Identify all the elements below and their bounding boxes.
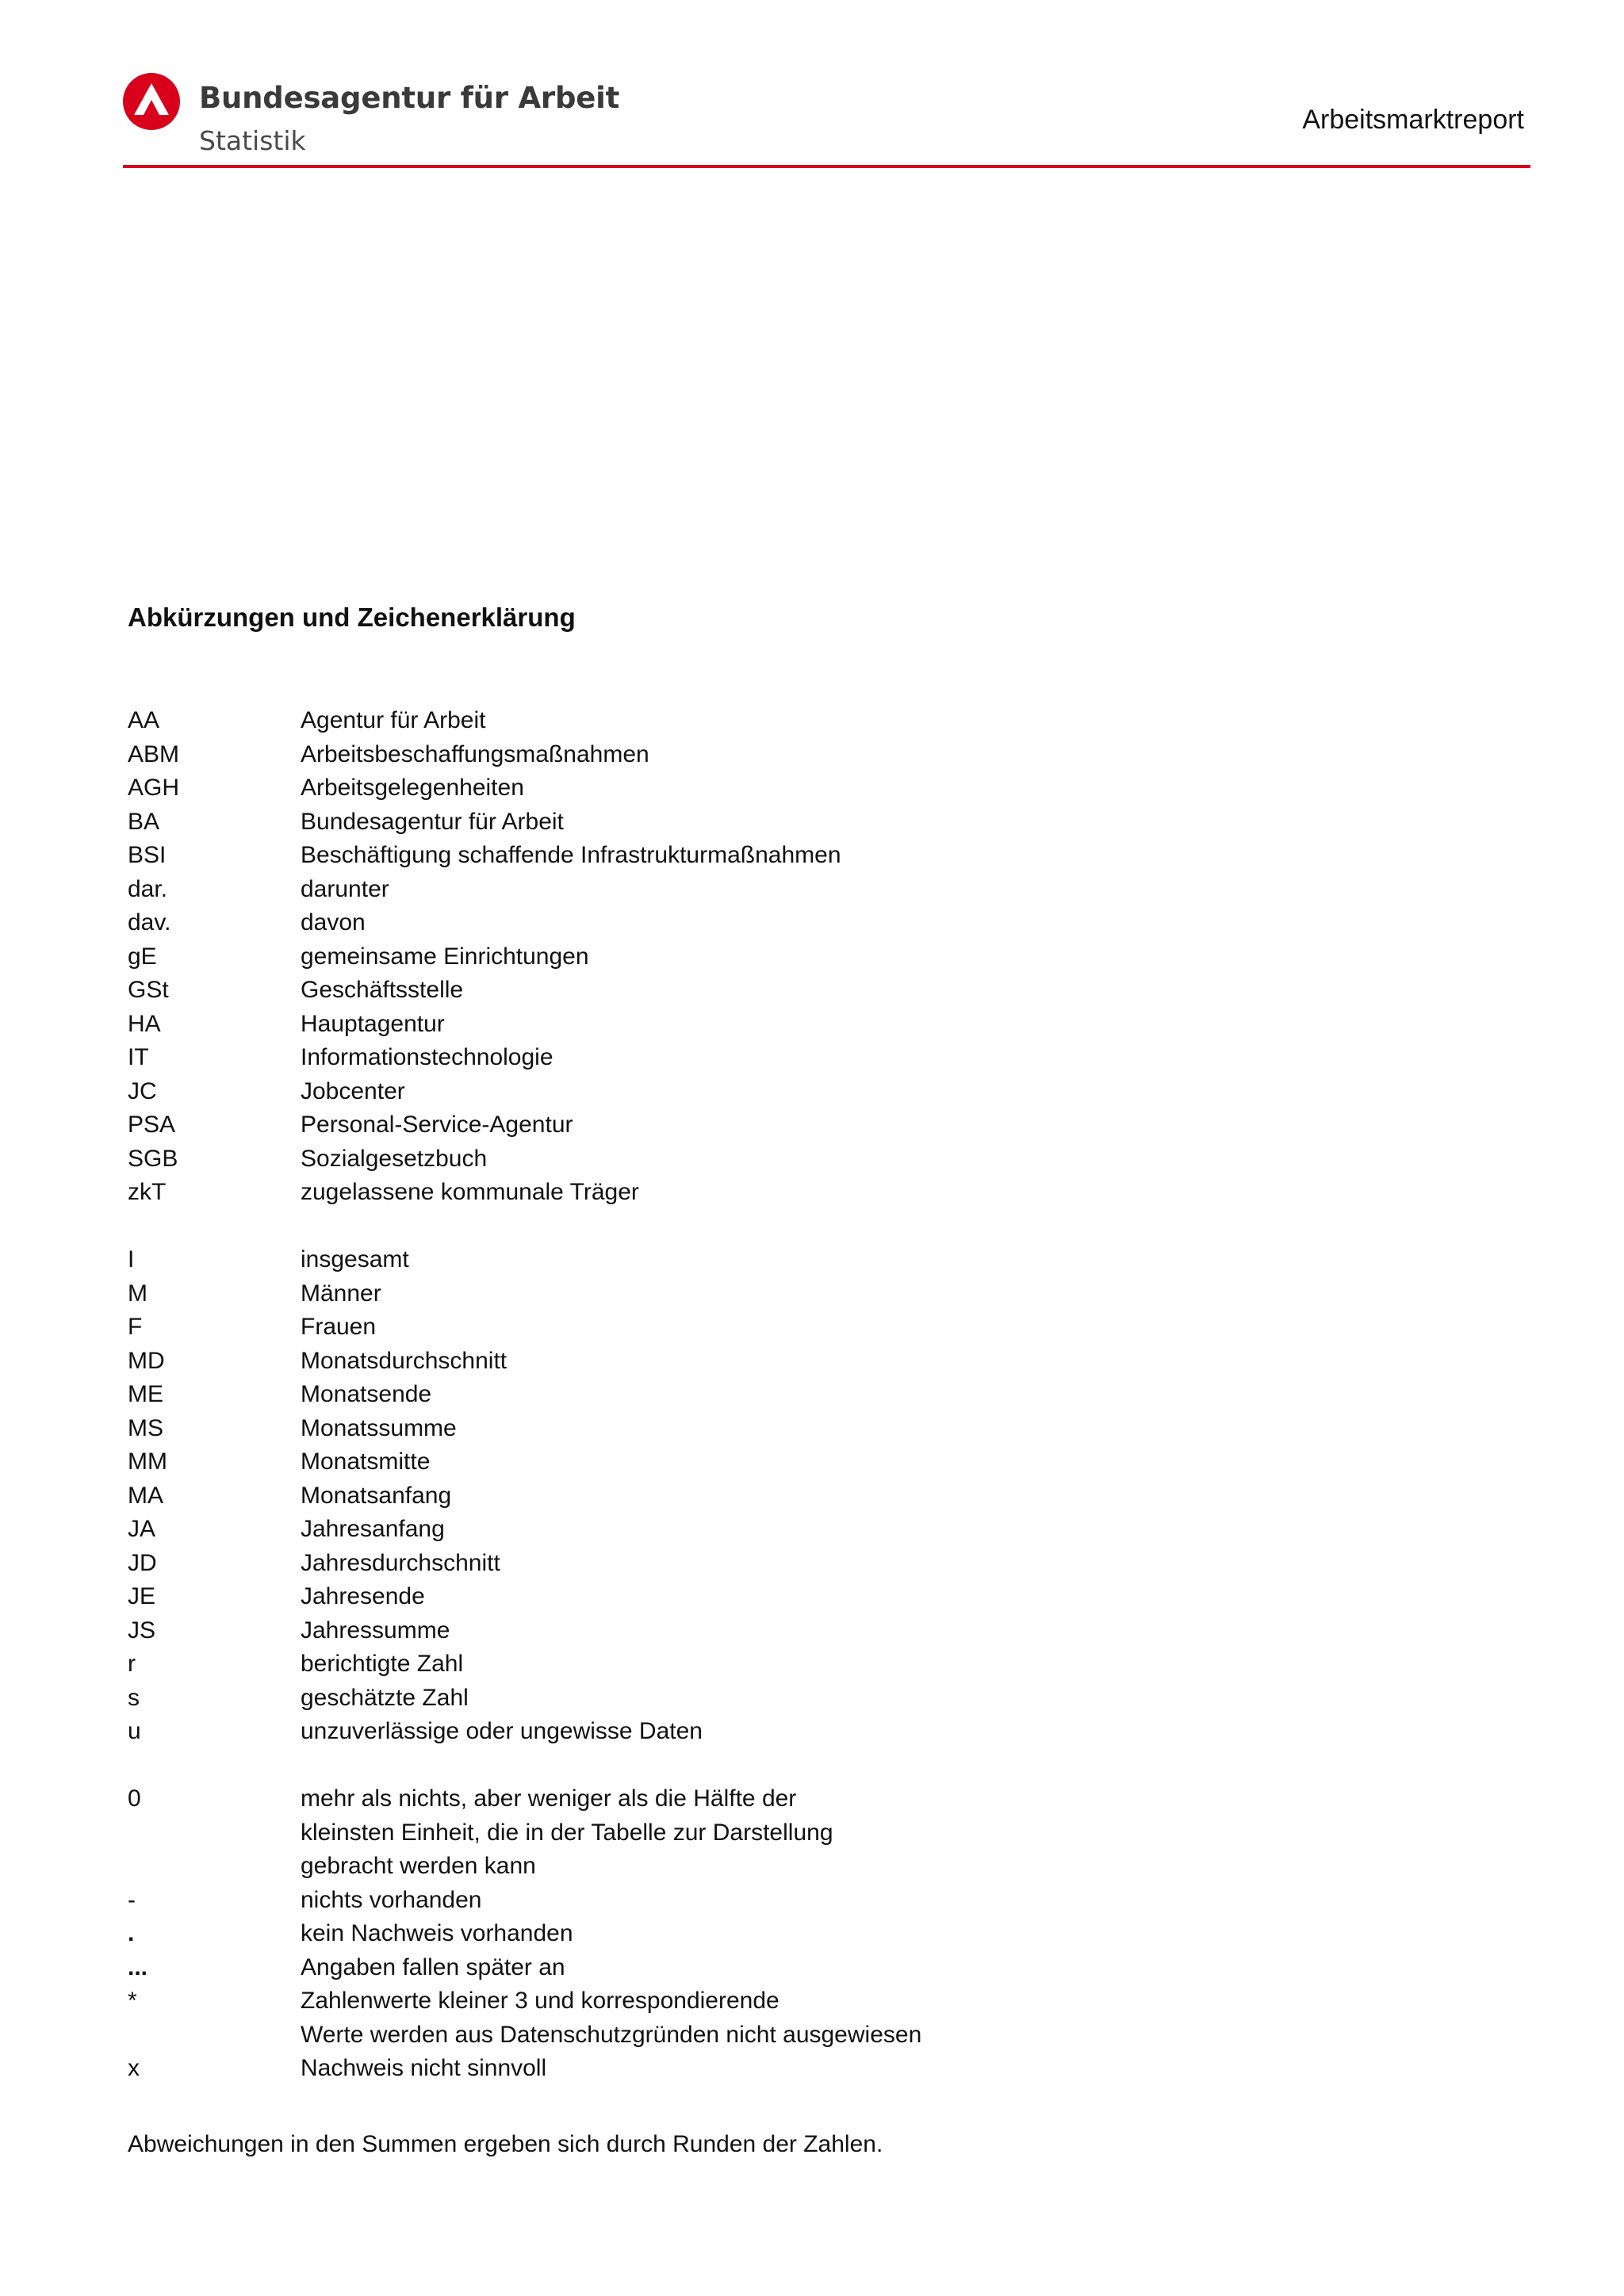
abbreviation-description: nichts vorhanden (301, 1886, 482, 1913)
abbreviation: GSt (128, 977, 169, 1003)
abbreviation-description: Jahresanfang (301, 1516, 445, 1542)
glossary-row (128, 1412, 1476, 1446)
abbreviation: JA (128, 1516, 156, 1542)
glossary-group (128, 1243, 1476, 1749)
glossary-row (128, 1951, 1476, 1985)
rounding-footnote: Abweichungen in den Summen ergeben sich durch Runden der Zahlen. (128, 2131, 883, 2157)
abbreviation: r (128, 1651, 136, 1677)
glossary-row (128, 1682, 1476, 1716)
glossary-row (128, 1547, 1476, 1581)
glossary-row (128, 1008, 1476, 1042)
glossary-row (128, 1445, 1476, 1479)
abbreviation: JC (128, 1077, 157, 1104)
abbreviation-description: geschätzte Zahl (301, 1684, 469, 1711)
abbreviation-description: Bundesagentur für Arbeit (301, 808, 564, 835)
abbreviation-description: Jobcenter (301, 1077, 405, 1104)
abbreviation: M (128, 1280, 147, 1307)
abbreviation: JD (128, 1549, 157, 1576)
abbreviation-glossary (128, 704, 1476, 2119)
section-title: Abkürzungen und Zeichenerklärung (128, 603, 576, 632)
glossary-row (128, 873, 1476, 907)
abbreviation: dav. (128, 909, 171, 936)
abbreviation: MD (128, 1347, 165, 1374)
abbreviation: MS (128, 1414, 163, 1441)
header-divider (123, 165, 1530, 168)
glossary-row (128, 1243, 1476, 1277)
abbreviation: * (128, 1988, 137, 2014)
abbreviation: IT (128, 1044, 149, 1070)
abbreviation: AGH (128, 775, 180, 801)
organization-subtitle: Statistik (199, 125, 306, 156)
glossary-row (128, 940, 1476, 974)
abbreviation: zkT (128, 1179, 167, 1205)
abbreviation: F (128, 1314, 143, 1340)
abbreviation: SGB (128, 1145, 178, 1172)
glossary-row (128, 974, 1476, 1008)
abbreviation-description: insgesamt (301, 1246, 409, 1272)
glossary-row (128, 2052, 1476, 2086)
abbreviation-description: darunter (301, 875, 389, 902)
glossary-row (128, 1850, 1476, 1884)
glossary-row (128, 1075, 1476, 1109)
glossary-row (128, 771, 1476, 806)
abbreviation-description: zugelassene kommunale Träger (301, 1179, 639, 1205)
abbreviation-description: Frauen (301, 1314, 377, 1340)
abbreviation-description: Sozialgesetzbuch (301, 1145, 488, 1172)
glossary-row (128, 1142, 1476, 1177)
abbreviation-description: gemeinsame Einrichtungen (301, 943, 589, 970)
abbreviation-description: Jahresende (301, 1583, 425, 1609)
abbreviation-description: Nachweis nicht sinnvoll (301, 2055, 547, 2081)
abbreviation-description: Jahressumme (301, 1617, 450, 1644)
abbreviation-description: Beschäftigung schaffende Infrastrukturmaßnahmen (301, 842, 841, 868)
glossary-row (128, 1108, 1476, 1142)
abbreviation-description: unzuverlässige oder ungewisse Daten (301, 1718, 703, 1744)
glossary-row (128, 839, 1476, 873)
glossary-row (128, 1614, 1476, 1648)
glossary-row (128, 1041, 1476, 1075)
abbreviation: BA (128, 808, 160, 835)
glossary-row (128, 1984, 1476, 2019)
abbreviation-description: gebracht werden kann (301, 1853, 536, 1879)
abbreviation-description: mehr als nichts, aber weniger als die Hälfte der (301, 1785, 797, 1812)
abbreviation-description: Arbeitsgelegenheiten (301, 775, 524, 801)
glossary-row (128, 1378, 1476, 1412)
glossary-row (128, 1311, 1476, 1345)
abbreviation-description: davon (301, 909, 366, 936)
ba-logo-icon (123, 73, 180, 130)
abbreviation-description: Hauptagentur (301, 1010, 445, 1037)
glossary-row (128, 906, 1476, 940)
abbreviation-description: Jahresdurchschnitt (301, 1549, 500, 1576)
abbreviation-description: Monatssumme (301, 1414, 457, 1441)
abbreviation-description: Geschäftsstelle (301, 977, 464, 1003)
abbreviation-description: Monatsmitte (301, 1448, 431, 1475)
abbreviation: gE (128, 943, 157, 970)
abbreviation-description: Arbeitsbeschaffungsmaßnahmen (301, 740, 649, 767)
abbreviation-description: Informationstechnologie (301, 1044, 553, 1070)
abbreviation: AA (128, 707, 160, 733)
abbreviation: ME (128, 1381, 163, 1407)
page-header (123, 73, 1530, 168)
abbreviation: u (128, 1718, 141, 1744)
glossary-row (128, 1715, 1476, 1749)
abbreviation: dar. (128, 875, 168, 902)
abbreviation: MM (128, 1448, 167, 1475)
abbreviation: s (128, 1684, 140, 1711)
abbreviation: x (128, 2055, 140, 2081)
abbreviation-description: Personal-Service-Agentur (301, 1112, 573, 1138)
glossary-group (128, 704, 1476, 1210)
glossary-row (128, 1884, 1476, 1918)
abbreviation: - (128, 1886, 136, 1913)
glossary-row (128, 1176, 1476, 1210)
glossary-row (128, 1782, 1476, 1816)
glossary-group (128, 1782, 1476, 2086)
abbreviation: JE (128, 1583, 156, 1609)
abbreviation-description: Angaben fallen später an (301, 1954, 565, 1980)
abbreviation-description: kein Nachweis vorhanden (301, 1920, 573, 1946)
organization-name: Bundesagentur für Arbeit (199, 81, 620, 115)
glossary-row (128, 1816, 1476, 1850)
abbreviation: . (128, 1920, 135, 1946)
glossary-row (128, 1917, 1476, 1951)
abbreviation: MA (128, 1482, 163, 1509)
glossary-row (128, 1647, 1476, 1682)
abbreviation: ... (128, 1954, 148, 1980)
glossary-row (128, 2019, 1476, 2053)
abbreviation-description: kleinsten Einheit, die in der Tabelle zur Darstellung (301, 1819, 833, 1846)
glossary-row (128, 704, 1476, 738)
report-title: Arbeitsmarktreport (1302, 105, 1524, 135)
abbreviation-description: Werte werden aus Datenschutzgründen nicht ausgewiesen (301, 2021, 922, 2048)
abbreviation: BSI (128, 842, 167, 868)
abbreviation: JS (128, 1617, 156, 1644)
abbreviation-description: berichtigte Zahl (301, 1651, 464, 1677)
abbreviation-description: Agentur für Arbeit (301, 707, 486, 733)
glossary-row (128, 1580, 1476, 1614)
glossary-row (128, 806, 1476, 840)
abbreviation: I (128, 1246, 135, 1272)
abbreviation: 0 (128, 1785, 141, 1812)
abbreviation: HA (128, 1010, 161, 1037)
abbreviation-description: Monatsdurchschnitt (301, 1347, 508, 1374)
abbreviation: ABM (128, 740, 180, 767)
glossary-row (128, 1277, 1476, 1311)
abbreviation-description: Monatsende (301, 1381, 432, 1407)
abbreviation-description: Monatsanfang (301, 1482, 452, 1509)
glossary-row (128, 1345, 1476, 1379)
glossary-row (128, 1513, 1476, 1547)
glossary-row (128, 1479, 1476, 1513)
abbreviation-description: Männer (301, 1280, 381, 1307)
glossary-row (128, 738, 1476, 772)
abbreviation: PSA (128, 1112, 176, 1138)
abbreviation-description: Zahlenwerte kleiner 3 und korrespondierende (301, 1988, 779, 2014)
